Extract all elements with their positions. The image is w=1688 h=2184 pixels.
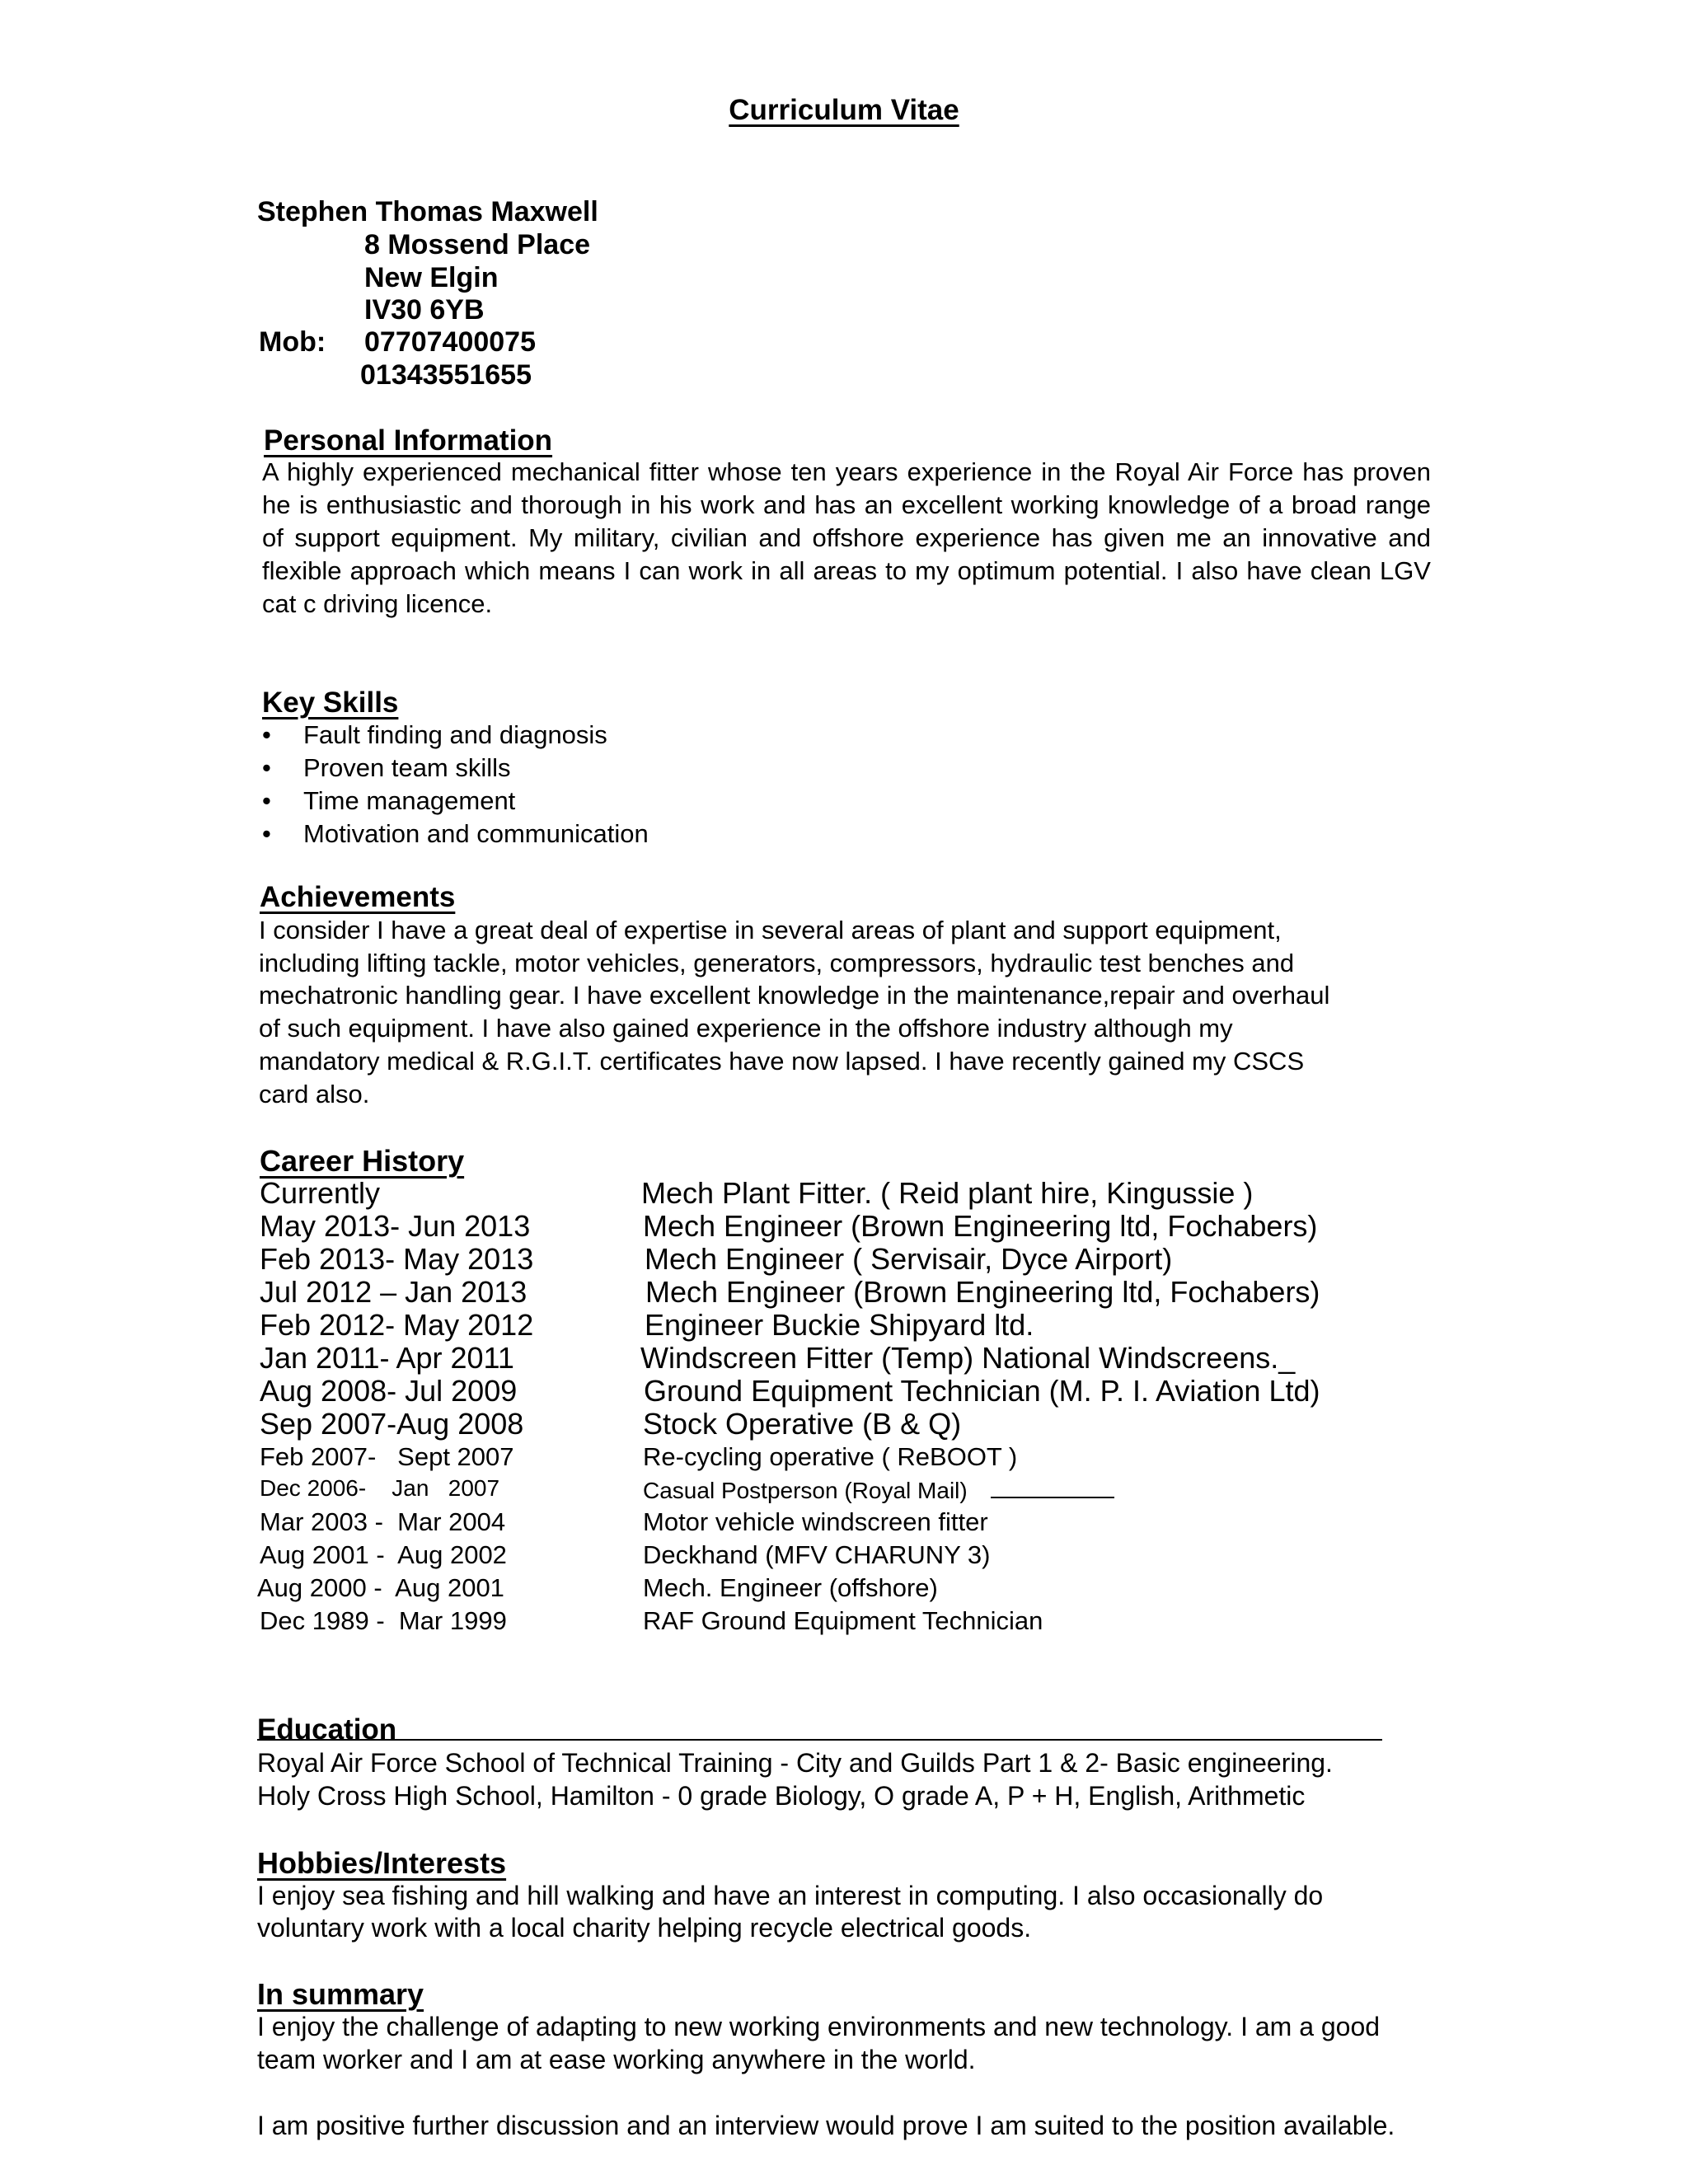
career-dates: Sep 2007-Aug 2008 [260,1407,524,1441]
career-dates: Dec 1989 - Mar 1999 [260,1606,507,1635]
address-line-2: New Elgin [364,262,499,293]
summary-line: I enjoy the challenge of adapting to new working environments and new technology. I am a good [257,2012,1381,2041]
personal-information-text: A highly experienced mechanical fitter whose ten years experience in the Royal Air Force has proven he is enthusiastic and thorough in his work and has an excellent working knowledge of a broad range of support equipment. My military, civilian and offshore experience has given me an innovative and flexible approach which means I can work in all areas to my optimum potential. I also have clean LGV cat c driving licence. [262,457,1431,618]
summary-line: team worker and I am at ease working anywhere in the world. [257,2045,976,2074]
career-dates: Feb 2013- May 2013 [260,1242,534,1276]
career-role: Casual Postperson (Royal Mail) [643,1478,968,1503]
blank-line [991,1477,1114,1498]
career-role: Windscreen Fitter (Temp) National Windscreens._ [640,1341,1296,1375]
mobile-number: 07707400075 [364,326,537,358]
bullet-icon: • [262,720,271,749]
key-skills-heading: Key Skills [262,687,399,719]
bullet-icon: • [262,753,271,782]
text-line: including lifting tackle, motor vehicles, generators, compressors, hydraulic test benches and [259,949,1295,977]
career-role: Deckhand (MFV CHARUNY 3) [643,1540,991,1569]
education-rule [257,1739,1382,1741]
career-dates: Aug 2008- Jul 2009 [260,1374,518,1408]
hobbies-heading: Hobbies/Interests [257,1846,507,1880]
career-role: Mech Engineer ( Servisair, Dyce Airport) [645,1242,1173,1276]
career-history-heading: Career History [260,1144,465,1178]
career-role: Mech Engineer (Brown Engineering ltd, Fochabers) [643,1209,1318,1243]
text-line: mechatronic handling gear. I have excellent knowledge in the maintenance,repair and overhaul [259,981,1330,1010]
list-item: • Motivation and communication [262,819,649,848]
career-dates: Jul 2012 – Jan 2013 [260,1275,528,1309]
education-line: Holy Cross High School, Hamilton - 0 grade Biology, O grade A, P + H, English, Arithmetic [257,1781,1306,1811]
career-role: RAF Ground Equipment Technician [643,1606,1043,1635]
education-line: Royal Air Force School of Technical Training - City and Guilds Part 1 & 2- Basic engineering. [257,1748,1333,1778]
career-role: Mech. Engineer (offshore) [643,1573,938,1602]
career-dates: Currently [260,1176,381,1210]
career-role: Stock Operative (B & Q) [643,1407,962,1441]
hobbies-line: voluntary work with a local charity helping recycle electrical goods. [257,1913,1032,1943]
document-title: Curriculum Vitae [729,94,959,126]
text-line: mandatory medical & R.G.I.T. certificates have now lapsed. I have recently gained my CSCS [259,1047,1305,1076]
closing-statement: I am positive further discussion and an interview would prove I am suited to the position available. [257,2111,1395,2140]
mobile-label: Mob: [259,326,326,358]
career-dates: Aug 2001 - Aug 2002 [260,1540,507,1569]
career-dates: Dec 2006- Jan 2007 [260,1475,500,1501]
career-dates: Aug 2000 - Aug 2001 [257,1573,504,1602]
career-role: Motor vehicle windscreen fitter [643,1507,988,1536]
bullet-icon: • [262,786,271,815]
career-role: Re-cycling operative ( ReBOOT ) [643,1442,1018,1471]
career-dates: Feb 2012- May 2012 [260,1308,534,1342]
postcode: IV30 6YB [364,294,485,326]
career-dates: Jan 2011- Apr 2011 [260,1341,514,1375]
career-role: Mech Plant Fitter. ( Reid plant hire, Kingussie ) [641,1176,1254,1210]
contact-name: Stephen Thomas Maxwell [257,196,598,227]
phone-number: 01343551655 [360,359,532,391]
achievements-heading: Achievements [260,881,456,913]
text-line: card also. [259,1080,370,1108]
bullet-icon: • [262,819,271,848]
education-heading: Education [257,1713,397,1746]
career-role: Ground Equipment Technician (M. P. I. Aviation Ltd) [644,1374,1320,1408]
text-line: I consider I have a great deal of expertise in several areas of plant and support equipment, [259,916,1282,944]
career-role: Mech Engineer (Brown Engineering ltd, Fochabers) [645,1275,1320,1309]
career-role: Engineer Buckie Shipyard ltd. [645,1308,1034,1342]
text-line: of such equipment. I have also gained experience in the offshore industry although my [259,1014,1233,1043]
personal-information-heading: Personal Information [264,424,553,457]
hobbies-line: I enjoy sea fishing and hill walking and have an interest in computing. I also occasionally do [257,1881,1324,1910]
career-dates: Mar 2003 - Mar 2004 [260,1507,506,1536]
career-dates: Feb 2007- Sept 2007 [260,1442,514,1471]
list-item: • Time management [262,786,516,815]
list-item: • Fault finding and diagnosis [262,720,607,749]
career-dates: May 2013- Jun 2013 [260,1209,531,1243]
address-line-1: 8 Mossend Place [364,229,591,260]
summary-heading: In summary [257,1977,424,2011]
list-item: • Proven team skills [262,753,511,782]
